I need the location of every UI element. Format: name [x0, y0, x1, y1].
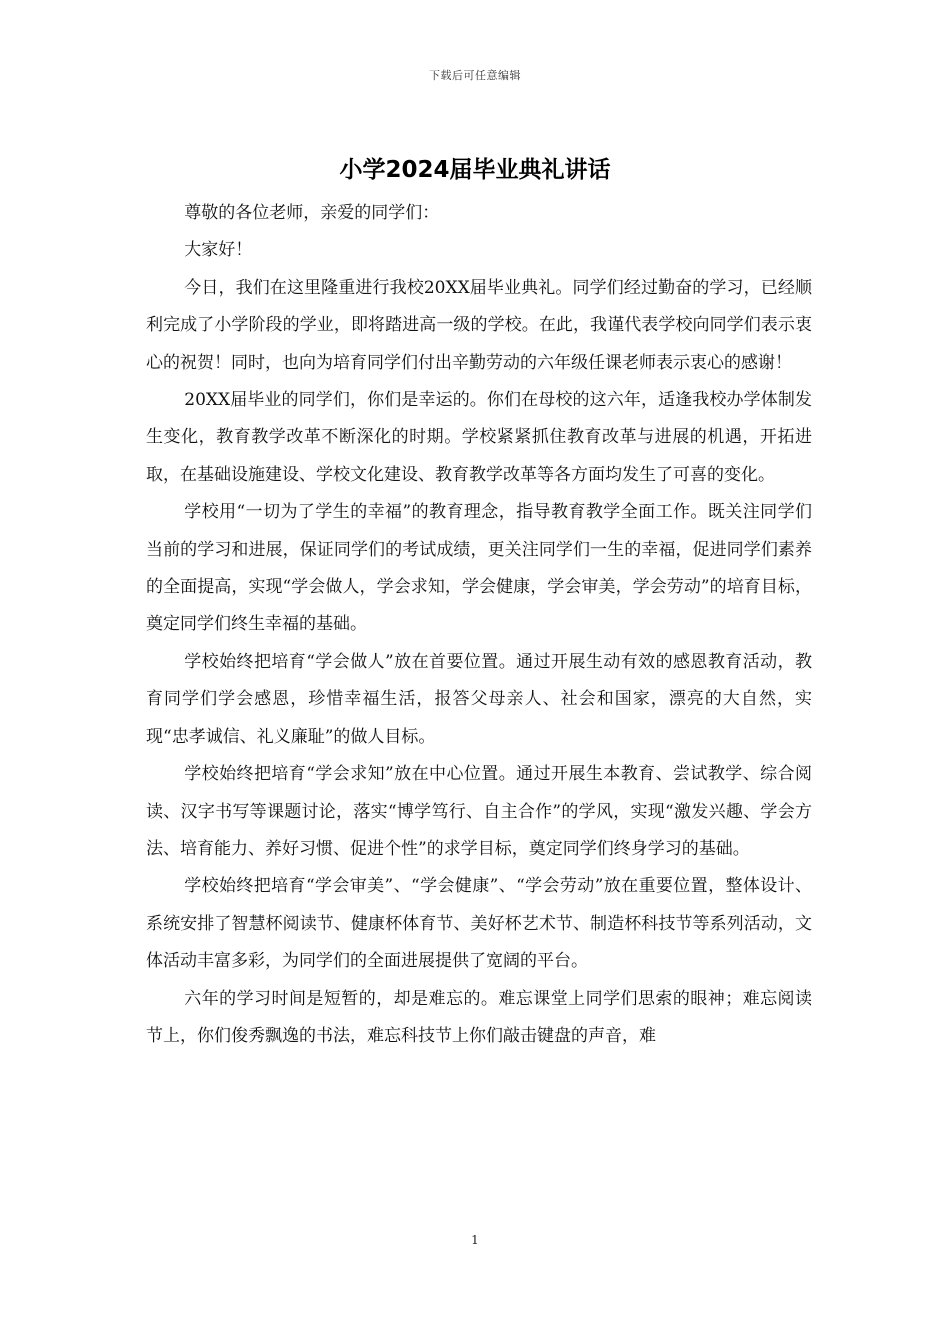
- paragraph: 学校用“一切为了学生的幸福”的教育理念，指导教育教学全面工作。既关注同学们当前的学习和进展，保证同学们的考试成绩，更关注同学们一生的幸福，促进同学们素养的全面提高，实现“学会做人，学会求知，学会健康，学会审美，学会劳动”的培育目标，奠定同学们终生幸福的基础。: [146, 502, 812, 635]
- paragraph: 今日，我们在这里隆重进行我校20XX届毕业典礼。同学们经过勤奋的学习，已经顺利完成了小学阶段的学业，即将踏进高一级的学校。在此，我谨代表学校向同学们表示衷心的祝贺！同时，也向为培育同学们付出辛勤劳动的六年级任课老师表示衷心的感谢！: [146, 277, 812, 373]
- paragraph: 学校始终把培育“学会做人”放在首要位置。通过开展生动有效的感恩教育活动，教育同学们学会感恩，珍惜幸福生活，报答父母亲人、社会和国家，漂亮的大自然，实现“忠孝诚信、礼义廉耻”的做人目标。: [146, 651, 812, 747]
- paragraph: 学校始终把培育“学会求知”放在中心位置。通过开展生本教育、尝试教学、综合阅读、汉字书写等课题讨论，落实“博学笃行、自主合作”的学风，实现“激发兴趣、学会方法、培育能力、养好习惯、促进个性”的求学目标，奠定同学们终身学习的基础。: [146, 764, 812, 859]
- salutation: 尊敬的各位老师，亲爱的同学们：: [184, 203, 440, 223]
- page-number: 1: [471, 1233, 479, 1247]
- paragraph: 学校始终把培育“学会审美”、“学会健康”、“学会劳动”放在重要位置，整体设计、系统安排了智慧杯阅读节、健康杯体育节、美好杯艺术节、制造杯科技节等系列活动，文体活动丰富多彩，为同学们的全面进展提供了宽阔的平台。: [146, 876, 812, 972]
- paragraph: 六年的学习时间是短暂的，却是难忘的。难忘课堂上同学们思索的眼神；难忘阅读节上，你们俊秀飘逸的书法，难忘科技节上你们敲击键盘的声音，难: [146, 988, 812, 1046]
- document-body: [146, 195, 812, 1055]
- paragraph: 20XX届毕业的同学们，你们是幸运的。你们在母校的这六年，适逢我校办学体制发生变化，教育教学改革不断深化的时期。学校紧紧抓住教育改革与进展的机遇，开拓进取，在基础设施建设、学校文化建设、教育教学改革等各方面均发生了可喜的变化。: [146, 390, 812, 485]
- document-title: 小学2024届毕业典礼讲话: [339, 157, 611, 183]
- greeting: 大家好！: [184, 240, 253, 261]
- header-note: 下载后可任意编辑: [429, 69, 521, 82]
